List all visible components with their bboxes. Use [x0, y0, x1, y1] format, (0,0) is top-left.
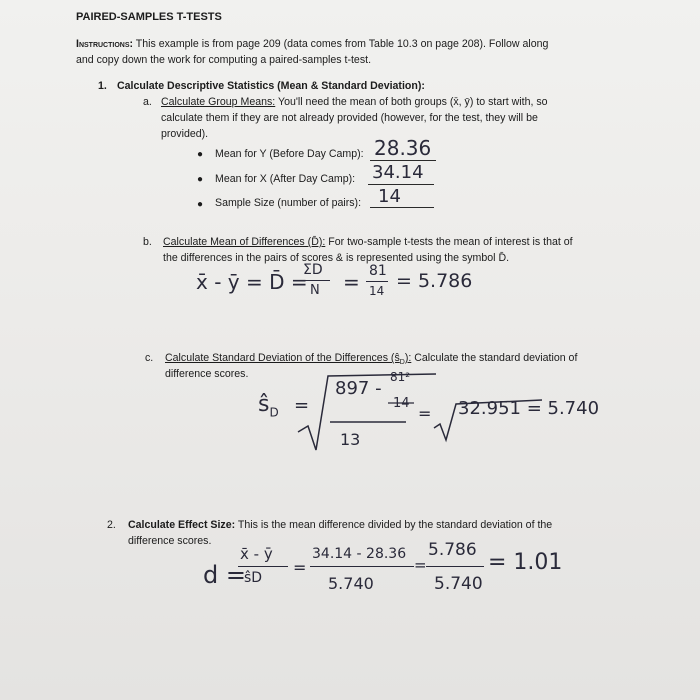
sd-outer-den: 13 — [340, 430, 361, 449]
answer-mean-y: 28.36 — [374, 136, 432, 160]
sd-result: 32.951 = 5.740 — [458, 398, 600, 419]
bullet-label-mean-y: Mean for Y (Before Day Camp): — [215, 148, 364, 160]
answer-line-mean-y — [370, 160, 436, 161]
effect-f1-num: x̄ - ȳ — [240, 545, 273, 563]
item-c-title-sub: D — [399, 359, 405, 367]
section-2-text-1: This is the mean difference divided by the standard deviation of the — [235, 519, 553, 531]
sd-lhs-symbol: ŝ — [258, 392, 270, 417]
item-a-line-3: provided). — [161, 128, 209, 140]
mean-diff-frac1-den: N — [310, 283, 320, 298]
item-c-title-text: Calculate Standard Deviation of the Differences (ŝ — [165, 352, 400, 364]
effect-f2-num: 34.14 - 28.36 — [312, 546, 407, 562]
item-b-title: Calculate Mean of Differences (D̄): — [163, 236, 326, 248]
item-b-line-2: the differences in the pairs of scores & is represented using the symbol D̄. — [163, 252, 510, 264]
bullet-dot-3: ● — [197, 199, 204, 210]
page-title: PAIRED-SAMPLES T-TESTS — [76, 11, 222, 23]
section-1-title: Calculate Descriptive Statistics (Mean & Standard Deviation): — [117, 80, 425, 92]
item-c-title — [165, 352, 412, 367]
item-a-line-1 — [161, 95, 548, 110]
sd-eq: = — [294, 395, 310, 416]
item-a-line-2: calculate them if they are not already provided (however, for the test, they will be — [161, 112, 538, 124]
item-c-text-1: Calculate the standard deviation of — [411, 352, 578, 364]
effect-f3-bar — [426, 566, 484, 567]
answer-sample-size: 14 — [378, 186, 401, 207]
item-b-letter: b. — [143, 236, 152, 248]
item-b-line-1 — [163, 235, 573, 250]
bullet-dot-1: ● — [197, 149, 204, 160]
section-1-number: 1. — [98, 80, 107, 92]
sd-lhs — [258, 392, 279, 419]
mean-diff-frac2-num: 81 — [369, 263, 387, 279]
bullet-dot-2: ● — [197, 174, 204, 185]
mean-diff-frac1-num: ΣD — [303, 262, 323, 278]
mean-diff-frac1-bar — [300, 280, 330, 281]
mean-diff-lhs: x̄ - ȳ = D̄ = — [196, 270, 308, 294]
answer-line-sample-size — [370, 207, 434, 208]
section-2-line-2: difference scores. — [128, 535, 212, 547]
effect-f3-num: 5.786 — [428, 540, 477, 560]
item-c-title-end: ): — [404, 352, 412, 364]
effect-f3-den: 5.740 — [434, 574, 483, 594]
bullet-label-sample-size: Sample Size (number of pairs): — [215, 197, 362, 209]
item-a-title: Calculate Group Means: — [161, 96, 276, 108]
section-2-number: 2. — [107, 519, 116, 531]
item-a-letter: a. — [143, 96, 152, 108]
answer-line-mean-x — [368, 184, 434, 185]
answer-mean-x: 34.14 — [372, 162, 424, 183]
sd-inner-a: 897 - — [335, 378, 382, 399]
effect-eq1: = — [293, 558, 307, 577]
mean-diff-result: = 5.786 — [396, 270, 473, 292]
item-b-text-1: For two-sample t-tests the mean of interest is that of — [325, 236, 573, 248]
effect-f2-den: 5.740 — [328, 574, 374, 593]
mean-diff-eq: = — [343, 270, 360, 294]
effect-f1-den: ŝD — [244, 570, 263, 586]
instructions-line-1 — [76, 37, 548, 52]
instructions-text-1: This example is from page 209 (data comes from Table 10.3 on page 208). Follow along — [133, 38, 549, 50]
sd-mid-eq: = — [418, 404, 432, 423]
sd-lhs-sub: D — [269, 405, 279, 420]
section-2-title: Calculate Effect Size: — [128, 519, 236, 531]
instructions-label: Instructions: — [76, 38, 134, 50]
item-c-letter: c. — [145, 352, 154, 364]
effect-result: = 1.01 — [488, 550, 563, 575]
mean-diff-frac2-den: 14 — [369, 284, 385, 298]
bullet-label-mean-x: Mean for X (After Day Camp): — [215, 173, 356, 185]
item-a-text-1: You'll need the mean of both groups (x̄, ȳ) to start with, so — [275, 96, 548, 108]
item-c-line-2: difference scores. — [165, 368, 249, 380]
instructions-line-2: and copy down the work for computing a paired-samples t-test. — [76, 54, 372, 66]
effect-d: d = — [203, 561, 246, 589]
sd-inner-frac-num: 81² — [390, 370, 411, 384]
effect-eq2: = — [414, 556, 427, 574]
sd-inner-frac-den: 14 — [393, 396, 410, 411]
mean-diff-frac2-bar — [366, 281, 388, 282]
section-2-line-1 — [128, 518, 552, 533]
effect-f1-bar — [238, 566, 288, 567]
effect-f2-bar — [310, 566, 414, 567]
